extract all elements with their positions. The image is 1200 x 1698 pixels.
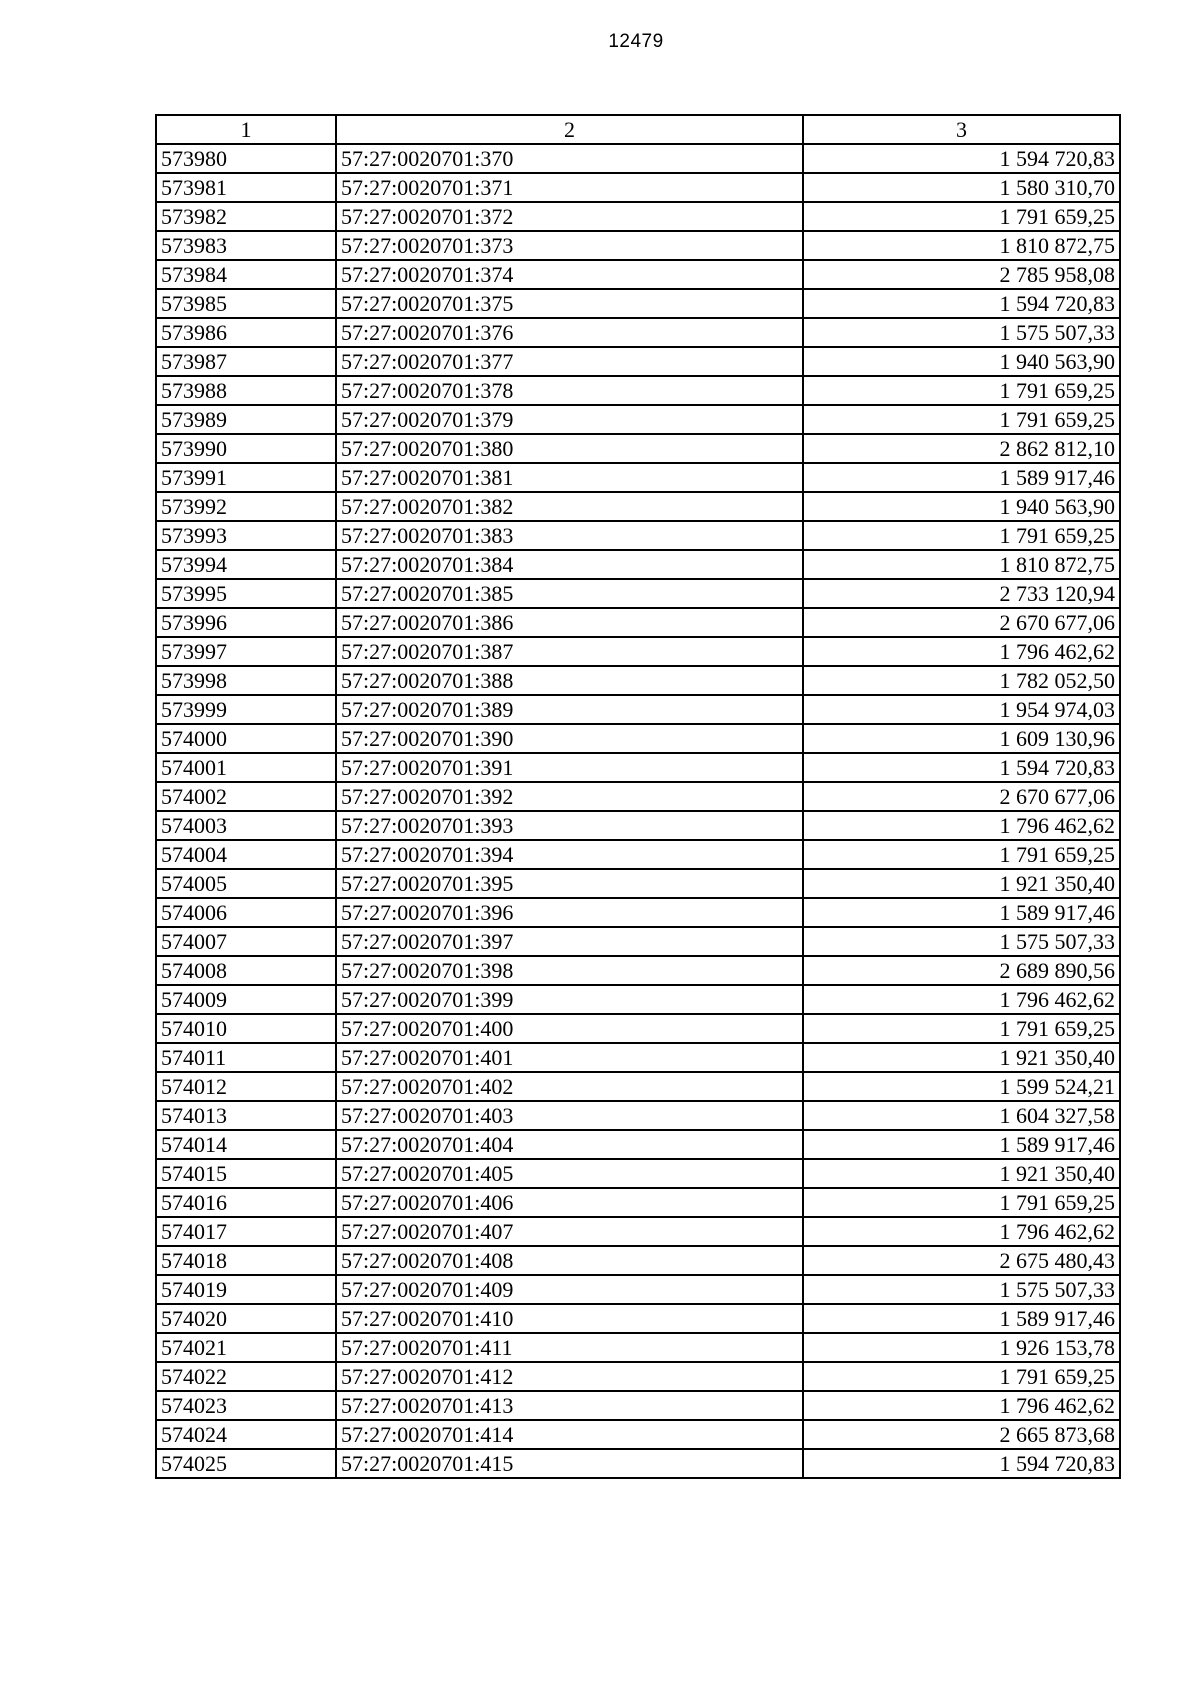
data-table [155, 114, 1121, 1479]
record-number-cell: 574020 [156, 1304, 336, 1333]
cadastral-number-cell: 57:27:0020701:379 [336, 405, 803, 434]
value-cell: 1 594 720,83 [803, 289, 1120, 318]
table-row [156, 318, 1120, 347]
table-row [156, 782, 1120, 811]
value-cell: 1 791 659,25 [803, 1014, 1120, 1043]
value-cell: 1 589 917,46 [803, 463, 1120, 492]
table-row [156, 869, 1120, 898]
table-row [156, 956, 1120, 985]
cadastral-number-cell: 57:27:0020701:381 [336, 463, 803, 492]
record-number-cell: 574018 [156, 1246, 336, 1275]
column-header-2: 2 [336, 115, 803, 144]
table-row [156, 260, 1120, 289]
value-cell: 1 791 659,25 [803, 376, 1120, 405]
record-number-cell: 574008 [156, 956, 336, 985]
value-cell: 1 940 563,90 [803, 492, 1120, 521]
value-cell: 1 954 974,03 [803, 695, 1120, 724]
cadastral-number-cell: 57:27:0020701:395 [336, 869, 803, 898]
table-row [156, 985, 1120, 1014]
record-number-cell: 574007 [156, 927, 336, 956]
header-row [156, 115, 1120, 144]
cadastral-number-cell: 57:27:0020701:413 [336, 1391, 803, 1420]
value-cell: 1 589 917,46 [803, 898, 1120, 927]
table-row [156, 231, 1120, 260]
value-cell: 1 921 350,40 [803, 1159, 1120, 1188]
table-row [156, 434, 1120, 463]
cadastral-number-cell: 57:27:0020701:372 [336, 202, 803, 231]
cadastral-number-cell: 57:27:0020701:412 [336, 1362, 803, 1391]
cadastral-number-cell: 57:27:0020701:399 [336, 985, 803, 1014]
value-cell: 1 599 524,21 [803, 1072, 1120, 1101]
table-row [156, 492, 1120, 521]
value-cell: 1 796 462,62 [803, 637, 1120, 666]
cadastral-number-cell: 57:27:0020701:376 [336, 318, 803, 347]
cadastral-number-cell: 57:27:0020701:401 [336, 1043, 803, 1072]
cadastral-number-cell: 57:27:0020701:414 [336, 1420, 803, 1449]
record-number-cell: 574015 [156, 1159, 336, 1188]
record-number-cell: 573982 [156, 202, 336, 231]
cadastral-number-cell: 57:27:0020701:382 [336, 492, 803, 521]
cadastral-number-cell: 57:27:0020701:387 [336, 637, 803, 666]
table-row [156, 1449, 1120, 1478]
table-row [156, 202, 1120, 231]
cadastral-number-cell: 57:27:0020701:378 [336, 376, 803, 405]
value-cell: 2 670 677,06 [803, 608, 1120, 637]
value-cell: 1 796 462,62 [803, 811, 1120, 840]
cadastral-number-cell: 57:27:0020701:396 [336, 898, 803, 927]
value-cell: 1 609 130,96 [803, 724, 1120, 753]
record-number-cell: 574025 [156, 1449, 336, 1478]
table-row [156, 666, 1120, 695]
table-row [156, 1391, 1120, 1420]
cadastral-number-cell: 57:27:0020701:404 [336, 1130, 803, 1159]
table-row [156, 550, 1120, 579]
record-number-cell: 573987 [156, 347, 336, 376]
record-number-cell: 574004 [156, 840, 336, 869]
cadastral-number-cell: 57:27:0020701:374 [336, 260, 803, 289]
cadastral-number-cell: 57:27:0020701:380 [336, 434, 803, 463]
cadastral-number-cell: 57:27:0020701:403 [336, 1101, 803, 1130]
record-number-cell: 573983 [156, 231, 336, 260]
table-header [156, 115, 1120, 144]
record-number-cell: 574019 [156, 1275, 336, 1304]
record-number-cell: 574013 [156, 1101, 336, 1130]
record-number-cell: 574006 [156, 898, 336, 927]
table-row [156, 1014, 1120, 1043]
record-number-cell: 574016 [156, 1188, 336, 1217]
value-cell: 1 921 350,40 [803, 1043, 1120, 1072]
record-number-cell: 574011 [156, 1043, 336, 1072]
value-cell: 2 665 873,68 [803, 1420, 1120, 1449]
record-number-cell: 574012 [156, 1072, 336, 1101]
record-number-cell: 573993 [156, 521, 336, 550]
table-row [156, 289, 1120, 318]
value-cell: 1 921 350,40 [803, 869, 1120, 898]
table-row [156, 173, 1120, 202]
record-number-cell: 573980 [156, 144, 336, 173]
cadastral-number-cell: 57:27:0020701:411 [336, 1333, 803, 1362]
table-row [156, 1420, 1120, 1449]
cadastral-number-cell: 57:27:0020701:415 [336, 1449, 803, 1478]
value-cell: 1 782 052,50 [803, 666, 1120, 695]
table-row [156, 347, 1120, 376]
value-cell: 1 791 659,25 [803, 202, 1120, 231]
cadastral-number-cell: 57:27:0020701:409 [336, 1275, 803, 1304]
value-cell: 1 594 720,83 [803, 753, 1120, 782]
value-cell: 1 791 659,25 [803, 521, 1120, 550]
cadastral-number-cell: 57:27:0020701:400 [336, 1014, 803, 1043]
cadastral-number-cell: 57:27:0020701:397 [336, 927, 803, 956]
table-row [156, 927, 1120, 956]
table-row [156, 405, 1120, 434]
value-cell: 1 940 563,90 [803, 347, 1120, 376]
record-number-cell: 573998 [156, 666, 336, 695]
record-number-cell: 573996 [156, 608, 336, 637]
table-row [156, 1159, 1120, 1188]
table-row [156, 1333, 1120, 1362]
value-cell: 2 733 120,94 [803, 579, 1120, 608]
value-cell: 2 689 890,56 [803, 956, 1120, 985]
column-header-3: 3 [803, 115, 1120, 144]
value-cell: 1 594 720,83 [803, 144, 1120, 173]
table-body [156, 144, 1120, 1478]
cadastral-number-cell: 57:27:0020701:405 [336, 1159, 803, 1188]
table-row [156, 579, 1120, 608]
page-number: 12479 [608, 31, 664, 52]
value-cell: 1 575 507,33 [803, 318, 1120, 347]
record-number-cell: 573988 [156, 376, 336, 405]
table-row [156, 753, 1120, 782]
value-cell: 1 604 327,58 [803, 1101, 1120, 1130]
record-number-cell: 573989 [156, 405, 336, 434]
value-cell: 1 791 659,25 [803, 840, 1120, 869]
record-number-cell: 574003 [156, 811, 336, 840]
record-number-cell: 574009 [156, 985, 336, 1014]
record-number-cell: 574022 [156, 1362, 336, 1391]
table-row [156, 695, 1120, 724]
table-row [156, 1072, 1120, 1101]
record-number-cell: 574010 [156, 1014, 336, 1043]
value-cell: 1 580 310,70 [803, 173, 1120, 202]
cadastral-number-cell: 57:27:0020701:370 [336, 144, 803, 173]
record-number-cell: 573984 [156, 260, 336, 289]
cadastral-number-cell: 57:27:0020701:389 [336, 695, 803, 724]
table-row [156, 1043, 1120, 1072]
value-cell: 1 926 153,78 [803, 1333, 1120, 1362]
cadastral-number-cell: 57:27:0020701:377 [336, 347, 803, 376]
record-number-cell: 573992 [156, 492, 336, 521]
value-cell: 1 810 872,75 [803, 550, 1120, 579]
cadastral-number-cell: 57:27:0020701:408 [336, 1246, 803, 1275]
record-number-cell: 574021 [156, 1333, 336, 1362]
cadastral-number-cell: 57:27:0020701:386 [336, 608, 803, 637]
value-cell: 1 796 462,62 [803, 1391, 1120, 1420]
cadastral-number-cell: 57:27:0020701:394 [336, 840, 803, 869]
value-cell: 1 575 507,33 [803, 1275, 1120, 1304]
record-number-cell: 573986 [156, 318, 336, 347]
cadastral-number-cell: 57:27:0020701:410 [336, 1304, 803, 1333]
record-number-cell: 573981 [156, 173, 336, 202]
record-number-cell: 573994 [156, 550, 336, 579]
table-row [156, 463, 1120, 492]
cadastral-number-cell: 57:27:0020701:383 [336, 521, 803, 550]
value-cell: 1 589 917,46 [803, 1130, 1120, 1159]
record-number-cell: 574000 [156, 724, 336, 753]
value-cell: 2 862 812,10 [803, 434, 1120, 463]
table-row [156, 608, 1120, 637]
table-row [156, 521, 1120, 550]
cadastral-number-cell: 57:27:0020701:371 [336, 173, 803, 202]
value-cell: 1 594 720,83 [803, 1449, 1120, 1478]
value-cell: 1 575 507,33 [803, 927, 1120, 956]
table-row [156, 811, 1120, 840]
value-cell: 1 796 462,62 [803, 985, 1120, 1014]
column-header-1: 1 [156, 115, 336, 144]
cadastral-number-cell: 57:27:0020701:375 [336, 289, 803, 318]
table-row [156, 376, 1120, 405]
table-row [156, 1246, 1120, 1275]
table-row [156, 1304, 1120, 1333]
value-cell: 1 796 462,62 [803, 1217, 1120, 1246]
table-row [156, 840, 1120, 869]
table-row [156, 637, 1120, 666]
record-number-cell: 574005 [156, 869, 336, 898]
record-number-cell: 573985 [156, 289, 336, 318]
record-number-cell: 573995 [156, 579, 336, 608]
record-number-cell: 573999 [156, 695, 336, 724]
table-row [156, 1130, 1120, 1159]
record-number-cell: 573991 [156, 463, 336, 492]
record-number-cell: 574014 [156, 1130, 336, 1159]
record-number-cell: 573990 [156, 434, 336, 463]
value-cell: 1 791 659,25 [803, 405, 1120, 434]
cadastral-number-cell: 57:27:0020701:392 [336, 782, 803, 811]
table-row [156, 1188, 1120, 1217]
table-row [156, 1275, 1120, 1304]
cadastral-number-cell: 57:27:0020701:402 [336, 1072, 803, 1101]
value-cell: 1 589 917,46 [803, 1304, 1120, 1333]
value-cell: 2 670 677,06 [803, 782, 1120, 811]
value-cell: 2 785 958,08 [803, 260, 1120, 289]
cadastral-number-cell: 57:27:0020701:391 [336, 753, 803, 782]
record-number-cell: 573997 [156, 637, 336, 666]
record-number-cell: 574017 [156, 1217, 336, 1246]
table-row [156, 144, 1120, 173]
record-number-cell: 574024 [156, 1420, 336, 1449]
cadastral-number-cell: 57:27:0020701:393 [336, 811, 803, 840]
cadastral-number-cell: 57:27:0020701:373 [336, 231, 803, 260]
cadastral-number-cell: 57:27:0020701:385 [336, 579, 803, 608]
cadastral-number-cell: 57:27:0020701:398 [336, 956, 803, 985]
cadastral-number-cell: 57:27:0020701:390 [336, 724, 803, 753]
cadastral-number-cell: 57:27:0020701:388 [336, 666, 803, 695]
value-cell: 1 791 659,25 [803, 1188, 1120, 1217]
record-number-cell: 574002 [156, 782, 336, 811]
value-cell: 2 675 480,43 [803, 1246, 1120, 1275]
value-cell: 1 791 659,25 [803, 1362, 1120, 1391]
table-row [156, 1362, 1120, 1391]
cadastral-number-cell: 57:27:0020701:406 [336, 1188, 803, 1217]
table-row [156, 898, 1120, 927]
record-number-cell: 574001 [156, 753, 336, 782]
value-cell: 1 810 872,75 [803, 231, 1120, 260]
record-number-cell: 574023 [156, 1391, 336, 1420]
table-row [156, 1217, 1120, 1246]
cadastral-number-cell: 57:27:0020701:384 [336, 550, 803, 579]
table-row [156, 1101, 1120, 1130]
cadastral-number-cell: 57:27:0020701:407 [336, 1217, 803, 1246]
table-row [156, 724, 1120, 753]
